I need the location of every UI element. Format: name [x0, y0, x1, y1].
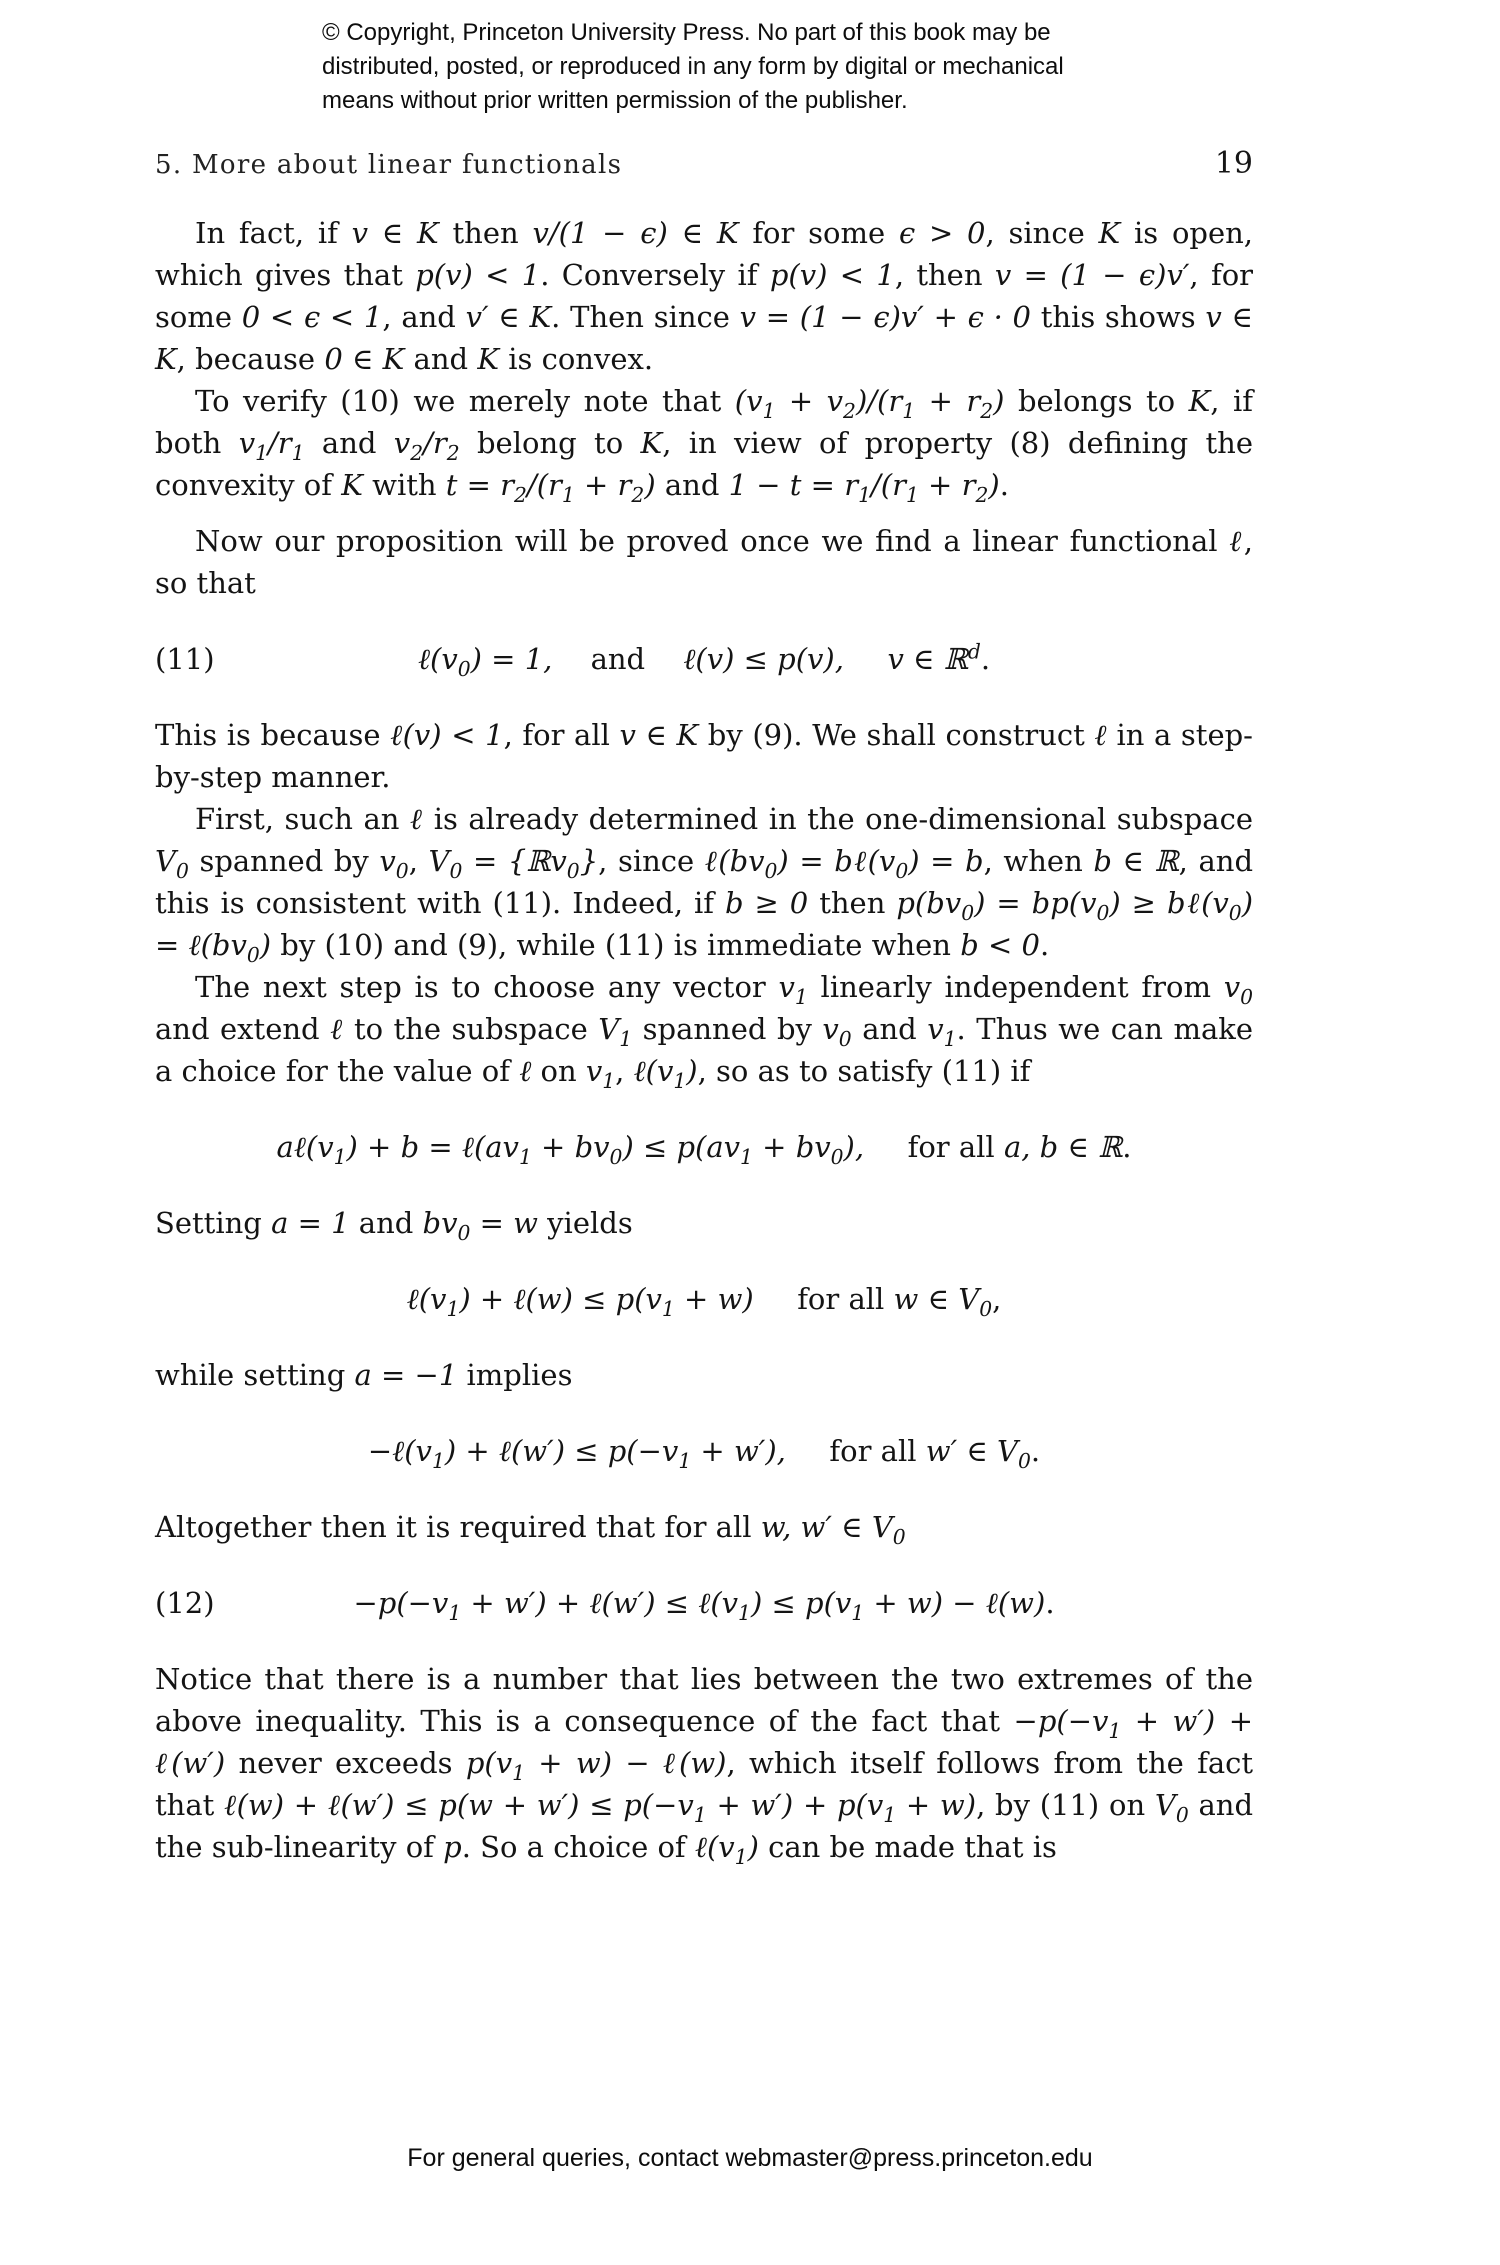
equation-11-body: $\ell(v_0) = 1$, and ℓ(v) ≤ p(v), v ∈ ℝ$^d$.: [417, 639, 991, 681]
copyright-line-2: distributed, posted, or reproduced in any form by digital or mechanical: [322, 53, 1064, 80]
page-number: 19: [1214, 146, 1253, 181]
equation-b-body: $\ell(v_1)$ + ℓ(w) ≤ $p(v_1 + w)$ for all w ∈ $V_0$,: [406, 1282, 1002, 1321]
paragraph-7: Setting a = 1 and $bv_0 = w$ yields: [155, 1206, 633, 1245]
paragraph-8: while setting a = −1 implies: [155, 1358, 573, 1392]
paragraph-10: Notice that there is a number that lies between the two extremes of the above inequality. This is a consequence of the fact that $-p(-v_1 + w')$ + ℓ(w′) never exceeds $p(v_1 + w)$ − ℓ(w), which itself follows from the fact that ℓ(w) + ℓ(w′) ≤ $p(w + w') \le p(-v_1 + w') + p(v_1 + w)$, by (11) on $V_0$ and the sub-linearity of p. So a choice of $\ell(v_1)$ can be made that is: [155, 1662, 1254, 1869]
paragraph-5: First, such an ℓ is already determined in the one-dimensional subspace $V_0$ spanned by $v_0$, $V_0$ = {ℝv$_0$}, since $\ell(bv_0)$ = $b\ell(v_0) = b$, when b ∈ ℝ, and this is consistent with (11). Indeed, if b ≥ 0 then $p(bv_0) = bp(v_0)$ ≥ $b\ell(v_0)$ = $\ell(bv_0)$ by (10) and (9), while (11) is immediate when b < 0.: [155, 802, 1254, 967]
equation-11: [155, 638, 1253, 680]
paragraph-6: The next step is to choose any vector $v_1$ linearly independent from $v_0$ and extend ℓ to the subspace $V_1$ spanned by $v_0$ and $v_1$. Thus we can make a choice for the value of ℓ on $v_1$, $\ell(v_1)$, so as to satisfy (11) if: [155, 970, 1253, 1093]
paragraph-4: This is because ℓ(v) < 1, for all v ∈ K by (9). We shall construct ℓ in a step-by-step manner.: [155, 718, 1253, 794]
equation-11-label: (11): [155, 642, 215, 676]
copyright-notice: [322, 16, 1064, 118]
paragraph-1: In fact, if v ∈ K then v/(1 − ϵ) ∈ K for some ϵ > 0, since K is open, which gives that p(v) < 1. Conversely if p(v) < 1, then v = (1 − ϵ)v′, for some 0 < ϵ < 1, and v′ ∈ K. Then since v = (1 − ϵ)v′ + ϵ · 0 this shows v ∈ K, because 0 ∈ K and K is convex.: [155, 216, 1254, 376]
copyright-line-3: means without prior written permission of the publisher.: [322, 87, 908, 114]
equation-12-body: $-p(-v_1 + w')$ + ℓ(w′) ≤ $\ell(v_1) \le p(v_1 + w)$ − ℓ(w).: [353, 1586, 1055, 1625]
equation-b: [155, 1278, 1253, 1320]
paragraph-3: Now our proposition will be proved once we find a linear functional ℓ, so that: [155, 524, 1253, 600]
body-text: [155, 212, 1253, 1868]
section-title: 5. More about linear functionals: [155, 150, 623, 180]
paragraph-2: To verify (10) we merely note that $(v_1 + v_2)/(r_1 + r_2)$ belongs to K, if both $v_1/r_1$ and $v_2/r_2$ belong to K, in view of property (8) defining the convexity of K with $t = r_2/(r_1 + r_2)$ and $1 - t = r_1/(r_1 + r_2)$.: [155, 384, 1253, 507]
equation-a: [155, 1126, 1253, 1168]
footer: [0, 2144, 1500, 2173]
equation-c: [155, 1430, 1253, 1472]
footer-contact: For general queries, contact webmaster@press.princeton.edu: [407, 2144, 1093, 2172]
equation-a-body: $a\ell(v_1) + b$ = $\ell(av_1 + bv_0) \le p(av_1 + bv_0)$, for all a, b ∈ ℝ.: [276, 1130, 1132, 1169]
equation-12-label: (12): [155, 1586, 215, 1620]
copyright-line-1: © Copyright, Princeton University Press. No part of this book may be: [322, 19, 1051, 46]
equation-c-body: $-\ell(v_1)$ + ℓ(w′) ≤ $p(-v_1 + w')$, for all w′ ∈ $V_0$.: [367, 1434, 1041, 1473]
running-head: [155, 146, 1253, 181]
paragraph-9: Altogether then it is required that for all w, w′ ∈ $V_0$: [155, 1510, 906, 1549]
equation-12: [155, 1582, 1253, 1624]
